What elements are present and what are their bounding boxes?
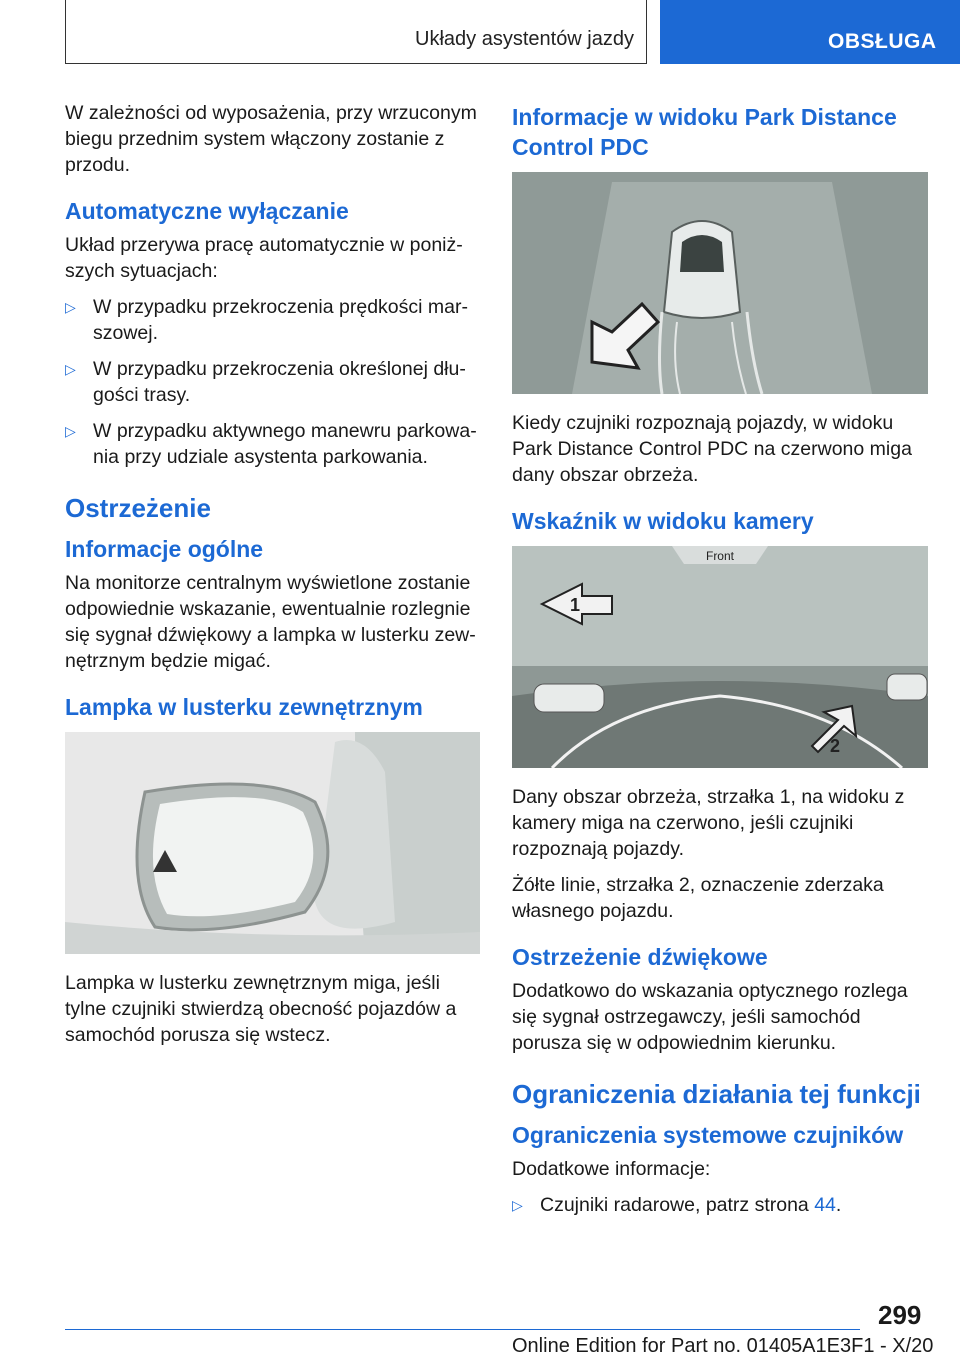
auto-off-text: Układ przerywa pracę automatycznie w poniższych sytuacjach: — [65, 234, 463, 282]
sensor-limits-list — [512, 1192, 928, 1218]
sensor-limits-text: Dodatkowe informacje: — [512, 1158, 711, 1180]
page-link[interactable]: 44 — [814, 1194, 836, 1216]
camera-view-image — [512, 546, 928, 768]
right-column — [512, 100, 928, 1228]
left-column — [65, 100, 480, 1058]
pdc-text: Kiedy czujniki rozpoznają pojazdy, w widoku Park Distance Control PDC na czerwono miga dany obszar obrzeża. — [512, 412, 912, 486]
auto-off-heading: Automatyczne wyłączanie — [65, 198, 349, 224]
list-item: ▷ W przypadku aktywnego manewru parkowania przy udziale asystenta parkowania. — [65, 420, 477, 468]
pdc-figure — [512, 172, 928, 394]
camera-text-2: Żółte linie, strzałka 2, oznaczenie zderzaka własnego pojazdu. — [512, 874, 884, 922]
pdc-heading: Informacje w widoku Park Distance Control PDC — [512, 104, 897, 160]
arrow-2-label: 2 — [830, 736, 841, 756]
mirror-light-text: Lampka w lusterku zewnętrznym miga, jeśli tylne czujniki stwierdzą obecność pojazdów a samochód porusza się wstecz. — [65, 972, 457, 1046]
general-info-heading: Informacje ogólne — [65, 536, 264, 562]
pdc-view-image — [512, 172, 928, 394]
side-mirror-image — [65, 732, 480, 954]
sound-warning-heading: Ostrzeżenie dźwiękowe — [512, 944, 768, 970]
footer-divider — [65, 1329, 860, 1330]
triangle-bullet-icon: ▷ — [65, 361, 76, 377]
sensor-limits-heading: Ograniczenia systemowe czujników — [512, 1122, 904, 1148]
sound-warning-text: Dodatkowo do wskazania optycznego rozlega się sygnał ostrzegawczy, jeśli samochód porusza się w odpowiednim kierunku. — [512, 980, 908, 1054]
general-info-text: Na monitorze centralnym wyświetlone zostanie odpowiednie wskazanie, ewentualnie rozlegnie się sygnał dźwiękowy a lampka w lusterku zewnętrznym będzie migać. — [65, 572, 476, 672]
triangle-bullet-icon: ▷ — [65, 299, 76, 315]
list-item: ▷ W przypadku przekroczenia prędkości marszowej. — [65, 296, 468, 344]
triangle-bullet-icon: ▷ — [512, 1197, 523, 1213]
camera-heading: Wskaźnik w widoku kamery — [512, 508, 814, 534]
arrow-1-label: 1 — [570, 595, 581, 615]
camera-text-1: Dany obszar obrzeża, strzałka 1, na widoku z kamery miga na czerwono, jeśli czujniki rozpoznają pojazdy. — [512, 786, 905, 860]
warning-heading: Ostrzeżenie — [65, 493, 211, 523]
limits-heading: Ograniczenia działania tej funkcji — [512, 1079, 921, 1109]
front-label: Front — [705, 549, 735, 563]
camera-figure — [512, 546, 928, 768]
page-number: 299 — [878, 1300, 922, 1330]
mirror-light-figure — [65, 732, 480, 954]
auto-off-list — [65, 294, 480, 470]
intro-paragraph: W zależności od wyposażenia, przy wrzuconym biegu przednim system włączony zostanie z przodu. — [65, 102, 477, 176]
footer-edition: Online Edition for Part no. 01405A1E3F1 - X/20 — [512, 1335, 934, 1357]
list-item: ▷ W przypadku przekroczenia określonej długości trasy. — [65, 358, 466, 406]
mirror-light-heading: Lampka w lusterku zewnętrznym — [65, 694, 423, 720]
list-item: ▷ Czujniki radarowe, patrz strona 44. — [512, 1194, 842, 1216]
triangle-bullet-icon: ▷ — [65, 423, 76, 439]
header-chapter-tab[interactable]: OBSŁUGA — [660, 0, 960, 64]
header-section-box — [65, 0, 647, 64]
header-section-title: Układy asystentów jazdy — [415, 28, 634, 50]
